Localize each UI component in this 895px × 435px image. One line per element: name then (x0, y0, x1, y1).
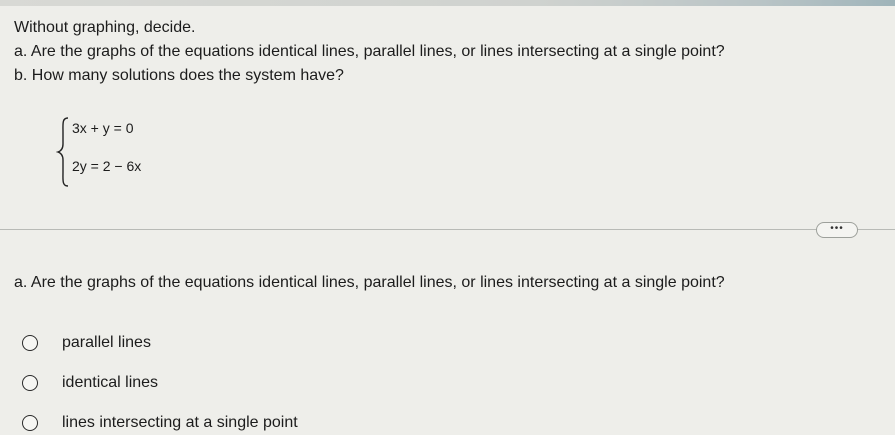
problem-prompt (14, 16, 725, 88)
expand-more-button[interactable]: ••• (816, 222, 858, 238)
option-label: identical lines (62, 374, 159, 391)
equation-2: 2y = 2 − 6x (72, 158, 142, 174)
part-a-text: a. Are the graphs of the equations identical lines, parallel lines, or lines intersecting at a single point? (14, 43, 725, 60)
left-brace-icon (56, 116, 70, 188)
question-text: a. Are the graphs of the equations identical lines, parallel lines, or lines intersecting at a single point? (14, 274, 725, 291)
option-label: parallel lines (62, 334, 151, 351)
section-divider (0, 229, 895, 230)
radio-button[interactable] (22, 415, 38, 431)
option-parallel-lines[interactable] (22, 332, 151, 354)
equation-system (56, 116, 196, 188)
part-b-text: b. How many solutions does the system have? (14, 67, 344, 84)
radio-button[interactable] (22, 375, 38, 391)
option-identical-lines[interactable] (22, 372, 158, 394)
option-intersecting-lines[interactable] (22, 412, 298, 434)
radio-button[interactable] (22, 335, 38, 351)
equation-1: 3x + y = 0 (72, 120, 134, 136)
instruction-text: Without graphing, decide. (14, 19, 196, 36)
top-border-strip (0, 0, 895, 6)
option-label: lines intersecting at a single point (62, 414, 298, 431)
